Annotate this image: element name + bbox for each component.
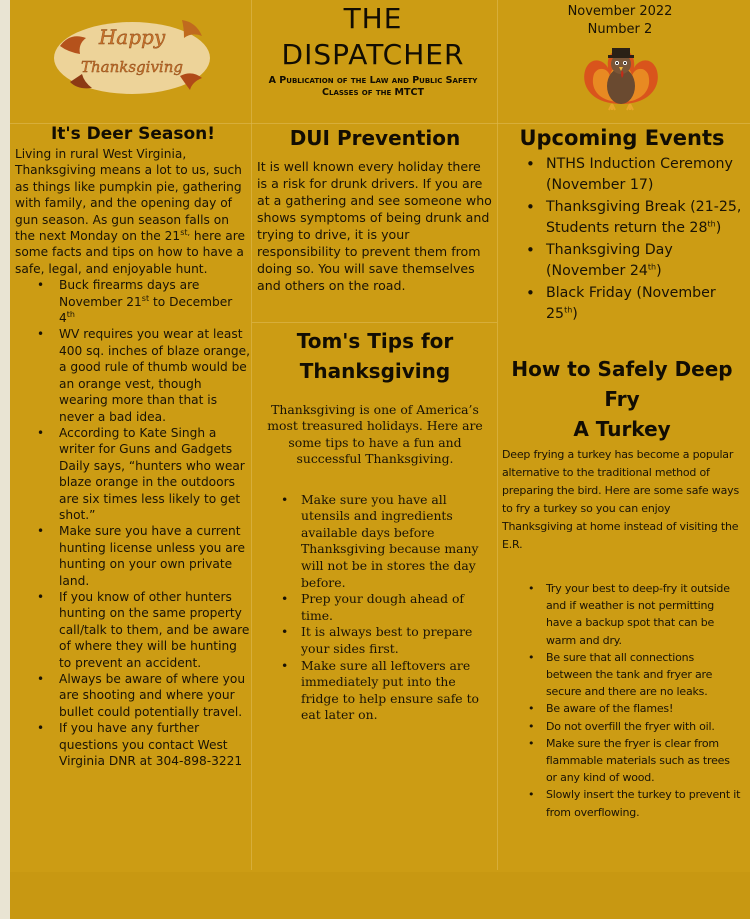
deer-tip-sup: st (141, 293, 150, 303)
logo-text: Thanksgiving (81, 58, 183, 76)
dui-section (257, 124, 493, 294)
list-item: • Make sure you have a current hunting license unless you are hunting on your own private land. (37, 523, 251, 589)
deer-intro-text-2: here are some facts and tips on how to have a safe, legal, and enjoyable hunt. (15, 229, 245, 276)
upcoming-events-section (502, 124, 742, 326)
events-list (502, 154, 742, 325)
list-item: • Be sure that all connections between the tank and fryer are secure and there are no leaks. (502, 649, 742, 701)
column-divider (251, 0, 252, 870)
deep-fry-tips-list (502, 580, 742, 821)
list-item: • Try your best to deep-fry it outside and if weather is not permitting have a backup spot that can be warm and dry. (502, 580, 742, 649)
upcoming-events-heading: Upcoming Events (519, 126, 725, 150)
svg-text:Happy: Happy (98, 25, 166, 49)
issue-number: Number 2 (587, 22, 653, 37)
toms-tips-intro: Thanksgiving is one of America’s most treasured holidays. Here are some tips to have a fun and successful Thanksgiving. (267, 402, 483, 467)
list-item (37, 277, 251, 326)
list-item (502, 283, 742, 325)
deer-tips-list (15, 277, 251, 769)
list-item: • Make sure all leftovers are immediately put into the fridge to help ensure safe to eat later on. (257, 658, 493, 724)
happy-thanksgiving-logo (52, 6, 212, 106)
event-sup: th (707, 219, 716, 229)
deer-tip-text: to December 4 (59, 294, 233, 326)
list-item: • NTHS Induction Ceremony (November 17) (502, 154, 742, 196)
deep-fry-heading-line1: How to Safely Deep Fry (511, 357, 733, 411)
masthead-title-line2: DISPATCHER (281, 38, 465, 71)
dui-body: It is well known every holiday there is a risk for drunk drivers. If you are at a gathering and see someone who shows symptoms of being drunk and trying to drive, it is your responsibility to prevent them from doing so. You will save themselves and others on the road. (257, 159, 492, 293)
event-text: Thanksgiving Break (21-25, Students return the 28 (546, 199, 742, 236)
deep-fry-heading-line2: A Turkey (573, 417, 671, 441)
list-item: • Be aware of the flames! (502, 700, 742, 717)
event-text: ) (656, 263, 662, 279)
deer-season-section (15, 124, 251, 769)
bottom-band (10, 872, 750, 919)
left-margin-strip (0, 0, 10, 919)
deer-tip-text: Buck firearms days are November 21 (59, 278, 200, 309)
deer-season-heading: It's Deer Season! (50, 124, 216, 144)
list-item (502, 197, 742, 239)
toms-tips-heading-line1: Tom's Tips for (296, 329, 454, 353)
deer-season-intro (15, 146, 251, 277)
deer-tip-sup: th (66, 310, 75, 319)
toms-tips-list (257, 492, 493, 724)
event-sup: th (564, 305, 573, 315)
list-item: • According to Kate Singh a writer for Guns and Gadgets Daily says, “hunters who wear blaze orange in the outdoors are six times less likely to get shot.” (37, 425, 251, 523)
masthead-title-line1: THE (343, 2, 403, 35)
deer-intro-sup: st, (180, 227, 191, 237)
toms-tips-section (257, 326, 493, 724)
issue-info (535, 3, 705, 39)
event-text: ) (572, 306, 578, 322)
event-text: Black Friday (November 25 (546, 285, 716, 322)
turkey-icon (578, 42, 664, 114)
list-item (502, 240, 742, 282)
event-text: ) (715, 220, 722, 236)
list-item: • Slowly insert the turkey to prevent it from overflowing. (502, 786, 742, 820)
list-item: • Always be aware of where you are shooting and where your bullet could potentially travel. (37, 671, 251, 720)
publication-subtitle: A Publication of the Law and Public Safety Classes of the MTCT (268, 75, 478, 98)
list-item: • If you know of other hunters hunting on the same property call/talk to them, and be aware of where they will be hunting to prevent an accident. (37, 589, 251, 671)
list-item: • WV requires you wear at least 400 sq. inches of blaze orange, a good rule of thumb would be an orange vest, though wearing more than that is never a bad idea. (37, 326, 251, 424)
list-item: • If you have any further questions you contact West Virginia DNR at 304-898-3221 (37, 720, 251, 769)
list-item: • Make sure you have all utensils and ingredients available days before Thanksgiving because many will not be in stores the day before. (257, 492, 493, 592)
section-divider (252, 322, 497, 323)
deep-fry-intro: Deep frying a turkey has become a popular alternative to the traditional method of preparing the bird. Here are some safe ways to fry a turkey so you can enjoy Thanksgiving at home instead of visiting the E.R. (502, 448, 739, 551)
list-item: • Prep your dough ahead of time. (257, 591, 493, 624)
deer-intro-text: Living in rural West Virginia, Thanksgiving means a lot to us, such as things like pumpkin pie, gathering with family, and the opening day of gun season. As gun season falls on the next Monday on the 21 (15, 147, 242, 244)
column-divider (497, 0, 498, 870)
deep-fry-section (502, 354, 742, 821)
event-text: Thanksgiving Day (November 24 (546, 242, 673, 279)
list-item: • Do not overfill the fryer with oil. (502, 718, 742, 735)
event-sup: th (647, 262, 657, 272)
list-item: • Make sure the fryer is clear from flammable materials such as trees or any kind of wood. (502, 735, 742, 787)
issue-date: November 2022 (567, 4, 673, 19)
list-item: • It is always best to prepare your sides first. (257, 624, 493, 657)
dui-heading: DUI Prevention (289, 126, 461, 150)
toms-tips-heading-line2: Thanksgiving (299, 359, 451, 383)
